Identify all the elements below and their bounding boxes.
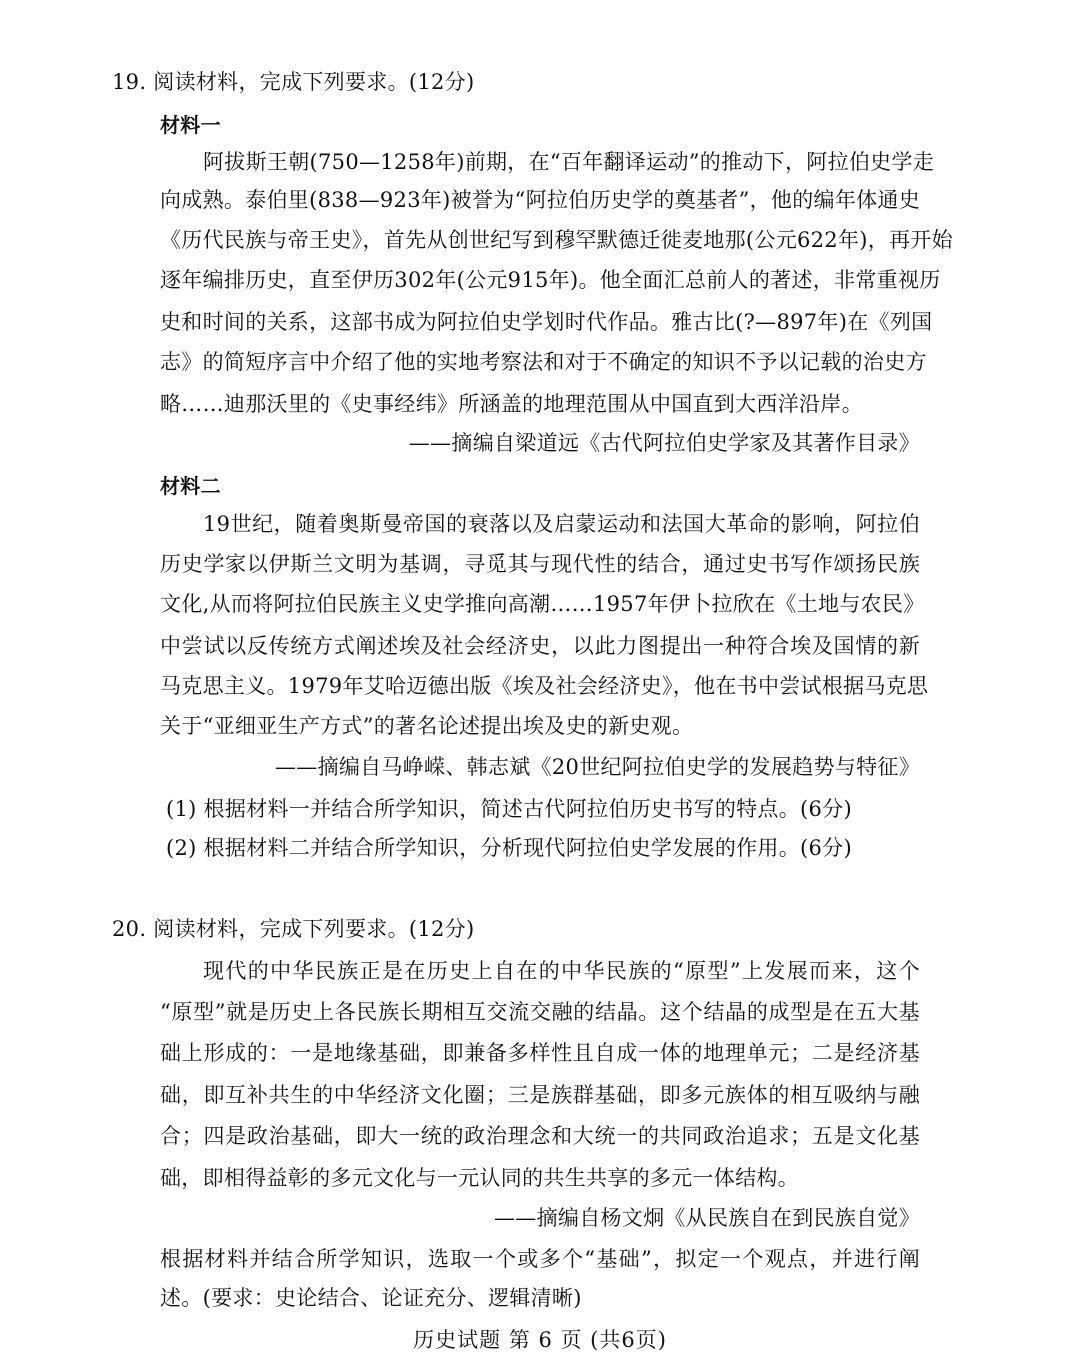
q20-material-source: ——摘编自杨文炯《从民族自在到民族自觉》 xyxy=(494,1206,920,1230)
q19-m1-line-2: 向成熟。泰伯里(838—923年)被誉为“阿拉伯历史学的奠基者”，他的编年体通史 xyxy=(160,188,921,212)
q20-header: 20. 阅读材料，完成下列要求。(12分) xyxy=(112,917,475,941)
q19-m1-line-7: 略……迪那沃里的《史事经纬》所涵盖的地理范围从中国直到大西洋沿岸。 xyxy=(160,392,863,416)
q19-m2-line-4: 中尝试以反传统方式阐述埃及社会经济史，以此力图提出一种符合埃及国情的新 xyxy=(160,634,920,658)
q19-header: 19. 阅读材料，完成下列要求。(12分) xyxy=(112,70,475,94)
q20-m-line-2: “原型”就是历史上各民族长期相互交流交融的结晶。这个结晶的成型是在五大基 xyxy=(160,1000,920,1024)
q20-m-line-1: 现代的中华民族正是在历史上自在的中华民族的“原型”上发展而来，这个 xyxy=(203,959,920,983)
q19-m2-line-5: 马克思主义。1979年艾哈迈德出版《埃及社会经济史》，他在书中尝试根据马克思 xyxy=(160,674,929,698)
q19-material2-source: ——摘编自马峥嵘、韩志斌《20世纪阿拉伯史学的发展趋势与特征》 xyxy=(274,755,920,779)
q19-material1-source: ——摘编自梁道远《古代阿拉伯史学家及其著作目录》 xyxy=(408,431,920,455)
q19-m2-line-1: 19世纪，随着奥斯曼帝国的衰落以及启蒙运动和法国大革命的影响，阿拉伯 xyxy=(203,512,920,536)
q20-m-line-3: 础上形成的：一是地缘基础，即兼备多样性且自成一体的地理单元；二是经济基 xyxy=(160,1041,920,1065)
q20-m-line-4: 础，即互补共生的中华经济文化圈；三是族群基础，即多元族体的相互吸纳与融 xyxy=(160,1083,920,1107)
q19-material2-label: 材料二 xyxy=(160,474,221,498)
page-footer: 历史试题 第 6 页 (共6页) xyxy=(413,1328,667,1352)
q20-task-line-1: 根据材料并结合所学知识，选取一个或多个“基础”，拟定一个观点，并进行阐 xyxy=(160,1247,920,1271)
q19-m1-line-5: 史和时间的关系，这部书成为阿拉伯史学划时代作品。雅古比(?—897年)在《列国 xyxy=(160,310,933,334)
q19-m1-line-1: 阿拔斯王朝(750—1258年)前期，在“百年翻译运动”的推动下，阿拉伯史学走 xyxy=(203,150,935,174)
q20-m-line-5: 合；四是政治基础，即大一统的政治理念和大统一的共同政治追求；五是文化基 xyxy=(160,1124,920,1148)
q19-m2-line-2: 历史学家以伊斯兰文明为基调，寻觅其与现代性的结合，通过史书写作颂扬民族 xyxy=(160,552,920,576)
q20-task-line-2: 述。(要求：史论结合、论证充分、逻辑清晰) xyxy=(160,1286,582,1310)
q19-sub-question-1: (1) 根据材料一并结合所学知识，简述古代阿拉伯历史书写的特点。(6分) xyxy=(166,797,852,821)
q19-m1-line-6: 志》的简短序言中介绍了他的实地考察法和对于不确定的知识不予以记载的治史方 xyxy=(160,350,927,374)
q19-m1-line-3: 《历代民族与帝王史》，首先从创世纪写到穆罕默德迁徙麦地那(公元622年)，再开始 xyxy=(160,228,953,252)
q19-m1-line-4: 逐年编排历史，直至伊历302年(公元915年)。他全面汇总前人的著述，非常重视历 xyxy=(160,268,941,292)
q20-m-line-6: 础，即相得益彰的多元文化与一元认同的共生共享的多元一体结构。 xyxy=(160,1166,799,1190)
q19-sub-question-2: (2) 根据材料二并结合所学知识，分析现代阿拉伯史学发展的作用。(6分) xyxy=(166,836,852,860)
q19-m2-line-6: 关于“亚细亚生产方式”的著名论述提出埃及史的新史观。 xyxy=(160,714,694,738)
q19-material1-label: 材料一 xyxy=(160,113,221,137)
q19-m2-line-3: 文化,从而将阿拉伯民族主义史学推向高潮……1957年伊卜拉欣在《土地与农民》 xyxy=(160,592,925,616)
